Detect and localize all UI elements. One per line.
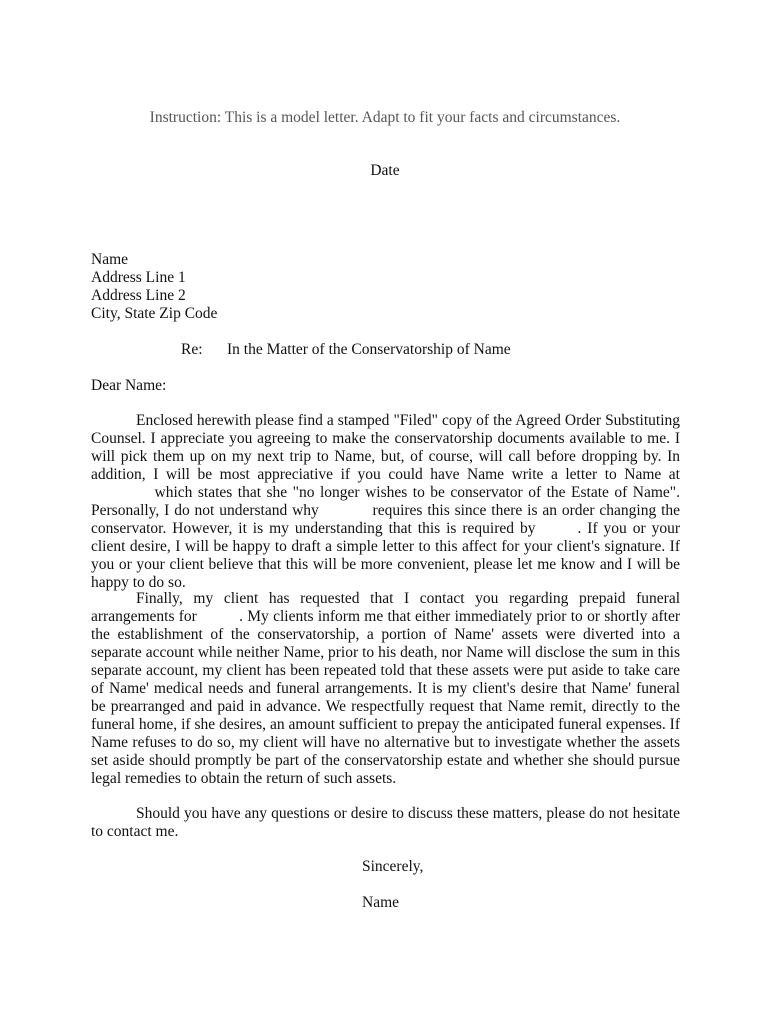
- body-paragraph-2: [91, 590, 680, 788]
- paragraph-1-part-1: Enclosed herewith please find a stamped "Filed" copy of the Agreed Order Substituting Counsel. I appreciate you agreeing to make the conservatorship documents available to me. I will pick them up on my next trip to Name, but, of course, will call before dropping by. In addition, I will be most appreciative if you could have Name write a letter to Name at: [91, 412, 680, 483]
- signer-name: Name: [362, 894, 400, 911]
- body-paragraph-1: [91, 412, 680, 592]
- paragraph-1-part-4: . If you or your client desire, I will be happy to draft a simple letter to this affect for your client's signature. If you or your client believe that this will be more convenient, please let me know and I will be happy to do so.: [91, 520, 680, 591]
- paragraph-1-part-2: which states that she "no longer wishes to be conservator of the Estate of Name". Personally, I do not understand why: [91, 484, 681, 519]
- paragraph-2-part-2: . My clients inform me that either immediately prior to or shortly after the establishment of the conservatorship, a portion of Name' assets were diverted into a separate account while neither Name, prior to his death, nor Name will disclose the sum in this separate account, my client has been repeated told that these assets were put aside to take care of Name' medical needs and funeral arrangements. It is my client's desire that Name' funeral be prearranged and paid in advance. We respectfully request that Name remit, directly to the funeral home, if she desires, an amount sufficient to prepay the anticipated funeral expenses. If Name refuses to do so, my client will have no alternative but to investigate whether the assets set aside should promptly be part of the conservatorship estate and whether she should pursue legal remedies to obtain the return of such assets.: [91, 608, 680, 787]
- recipient-address-block: [91, 251, 217, 323]
- recipient-name: Name: [91, 251, 129, 268]
- paragraph-2-part-1: Finally, my client has requested that I contact you regarding prepaid funeral arrangements for: [91, 590, 680, 625]
- re-label: Re:: [181, 341, 203, 358]
- re-subject: In the Matter of the Conservatorship of Name: [227, 341, 511, 358]
- recipient-address-line-1: Address Line 1: [91, 269, 186, 286]
- body-paragraph-3: Should you have any questions or desire to discuss these matters, please do not hesitate to contact me.: [91, 805, 680, 840]
- instruction-note: Instruction: This is a model letter. Adapt to fit your facts and circumstances.: [149, 109, 621, 126]
- closing: Sincerely,: [362, 858, 424, 875]
- recipient-city-state-zip: City, State Zip Code: [91, 305, 218, 322]
- recipient-address-line-2: Address Line 2: [91, 287, 186, 304]
- salutation: Dear Name:: [91, 377, 167, 394]
- re-line: [181, 341, 511, 359]
- paragraph-1-part-3: requires this since there is an order changing the conservator. However, it is my understanding that this is required by: [91, 502, 681, 537]
- letter-date: Date: [370, 162, 400, 179]
